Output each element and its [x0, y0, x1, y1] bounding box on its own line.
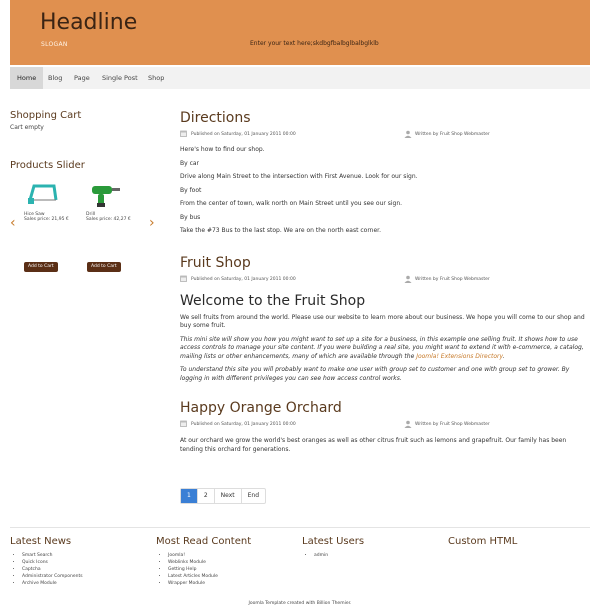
footer-link[interactable]: • Joomla! [168, 552, 251, 559]
product-name[interactable]: Drill [86, 212, 96, 217]
page-1-button[interactable]: 1 [181, 489, 198, 503]
article-subtitle: Welcome to the Fruit Shop [180, 292, 366, 309]
footer-link[interactable]: • Smart Search [22, 552, 83, 559]
add-to-cart-button[interactable]: Add to Cart [24, 262, 58, 272]
article-line: By car [180, 159, 200, 167]
product-price: Sales price: 21,95 € [24, 217, 69, 222]
nav-item-page[interactable]: Page [74, 74, 90, 82]
footer-link[interactable]: • Getting Help [168, 566, 251, 573]
article-meta [180, 420, 590, 430]
paragraph-text: This mini site will show you how you might want to set up a site for a business, in this example one selling fruit. It shows how to use access controls to manage your site content. If you were building a real site, you might want to extend it with e-commerce, a catalog, mailing lists or other enhancements, many of which are available through the [180, 335, 584, 360]
article-line: From the center of town, walk north on Main Street until you see our sign. [180, 200, 403, 207]
user-icon [404, 420, 412, 428]
written-by: Written by Fruit Shop Webmaster [415, 132, 490, 137]
article-line: By foot [180, 186, 202, 194]
pagination [180, 488, 266, 504]
calendar-icon [180, 275, 187, 282]
main-content [180, 110, 590, 454]
site-header [10, 0, 590, 65]
footer-link[interactable]: • Quick Icons [22, 559, 83, 566]
slider-prev-icon[interactable]: ‹ [10, 215, 16, 231]
nav-item-home[interactable]: Home [10, 67, 43, 89]
article-title[interactable]: Directions [180, 110, 251, 126]
article-title[interactable]: Fruit Shop [180, 254, 251, 271]
end-page-button[interactable]: End [247, 492, 260, 499]
left-sidebar [10, 110, 170, 131]
product-item [24, 180, 84, 222]
footer-link[interactable]: • Administrator Components [22, 573, 83, 580]
footer-link[interactable]: • admin [314, 552, 364, 559]
published-date: Published on Saturday, 01 January 2011 00:00 [191, 276, 296, 282]
product-name[interactable]: Hice Saw [24, 212, 45, 217]
header-custom-text: Enter your text here;skdbgfbalbglbalbglklb [250, 40, 379, 47]
products-slider [10, 160, 170, 280]
cart-status: Cart empty [10, 124, 44, 131]
article-meta [180, 275, 590, 285]
footer-title: Most Read Content [156, 536, 252, 547]
extensions-directory-link[interactable]: Joomla! Extensions Directory [416, 352, 503, 360]
published-date: Published on Saturday, 01 January 2011 00:00 [191, 422, 296, 427]
footer-latest-users [302, 536, 364, 559]
site-headline[interactable]: Headline [40, 10, 138, 35]
user-icon [404, 275, 412, 283]
footer-title: Custom HTML [448, 536, 518, 547]
article-meta [180, 130, 590, 140]
article-title[interactable]: Happy Orange Orchard [180, 400, 342, 416]
article-line: Here's how to find our shop. [180, 146, 265, 153]
nav-item-shop[interactable]: Shop [148, 74, 165, 82]
cart-title: Shopping Cart [10, 110, 82, 121]
footer-link[interactable]: • Wrapper Module [168, 580, 251, 587]
article-paragraph: To understand this site you will probably want to make one user with group set to customer and one with group set to grower. By logging in with different privileges you can see how access control works. [180, 366, 570, 382]
footer-link[interactable]: • Latest Articles Module [168, 573, 251, 580]
published-date: Published on Saturday, 01 January 2011 00:00 [191, 132, 296, 137]
hacksaw-icon[interactable] [24, 180, 64, 208]
footer-custom-html [448, 536, 517, 547]
drill-icon[interactable] [86, 180, 126, 208]
add-to-cart-button[interactable]: Add to Cart [87, 262, 121, 272]
footer-link[interactable]: • Archive Module [22, 580, 83, 587]
calendar-icon [180, 130, 187, 137]
article-line: Take the #73 Bus to the last stop. We are on the north east corner. [180, 227, 381, 234]
site-slogan: SLOGAN [41, 41, 68, 48]
product-item [86, 180, 146, 222]
footer-link[interactable]: • Captcha [22, 566, 83, 573]
nav-item-single-post[interactable]: Single Post [102, 74, 138, 82]
footer-credit: Joomla Template created with Billion Themier. [248, 601, 352, 606]
main-nav [10, 67, 590, 89]
product-price: Sales price: 42,27 € [86, 217, 131, 222]
written-by: Written by Fruit Shop Webmaster [415, 422, 490, 427]
page-2-button[interactable]: 2 [198, 489, 215, 503]
footer-most-read [156, 536, 251, 587]
written-by: Written by Fruit Shop Webmaster [415, 276, 490, 282]
slider-title: Products Slider [10, 160, 85, 171]
footer-link[interactable]: • Weblinks Module [168, 559, 251, 566]
calendar-icon [180, 420, 187, 427]
article-paragraph [180, 336, 590, 362]
paragraph-end: . [502, 352, 505, 360]
user-icon [404, 130, 412, 138]
next-page-button[interactable]: Next [215, 489, 242, 503]
footer-title: Latest Users [302, 536, 365, 547]
footer-title: Latest News [10, 536, 72, 547]
article-paragraph: At our orchard we grow the world's best oranges as well as other citrus fruit such as lemons and grapefruit. Our family has been tending this orchard for generations. [180, 437, 567, 453]
article-line: By bus [180, 213, 201, 221]
slider-next-icon[interactable]: › [149, 215, 155, 231]
footer-divider [10, 527, 590, 528]
article-line: Drive along Main Street to the intersection with First Avenue. Look for our sign. [180, 173, 418, 180]
nav-item-blog[interactable]: Blog [48, 74, 63, 82]
article-paragraph: We sell fruits from around the world. Please use our website to learn more about our business. We hope you will come to our shop and buy some fruit. [180, 313, 585, 329]
footer-latest-news [10, 536, 83, 587]
